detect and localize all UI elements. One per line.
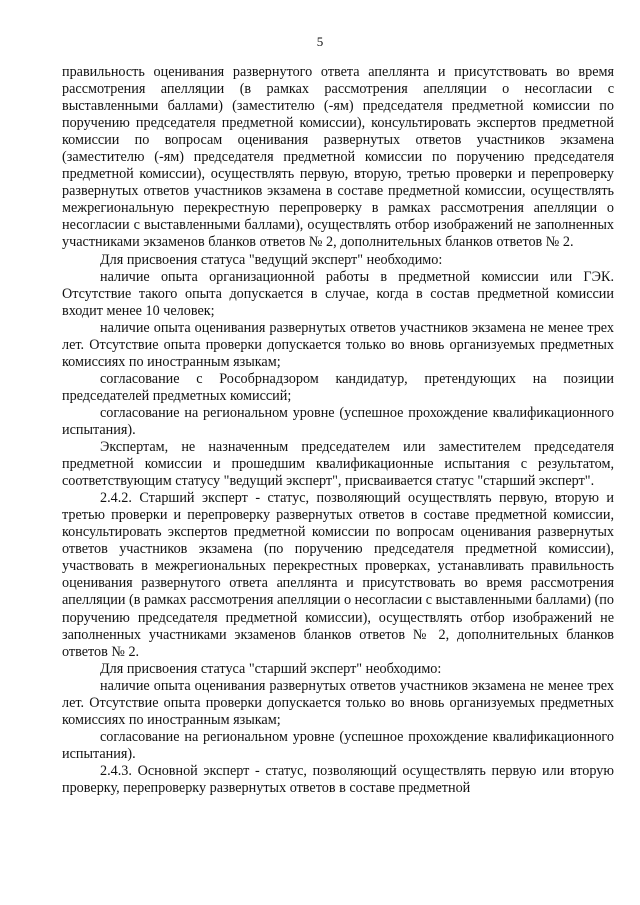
paragraph-senior-regional-approval: согласование на региональном уровне (успешное прохождение квалификационного испытания). bbox=[62, 728, 614, 762]
paragraph-senior-expert-requirements-heading: Для присвоения статуса "старший эксперт" необходимо: bbox=[100, 660, 442, 677]
document-body bbox=[62, 64, 614, 797]
paragraph-rosobrnadzor-approval: согласование с Рособрнадзором кандидатур, претендующих на позиции председателей предметных комиссий; bbox=[62, 370, 614, 404]
paragraph-section-2-4-3: 2.4.3. Основной эксперт - статус, позволяющий осуществлять первую или вторую проверку, перепроверку развернутых ответов в составе предметной bbox=[62, 762, 614, 796]
paragraph-continuation: правильность оценивания развернутого ответа апеллянта и присутствовать во время рассмотрения апелляции (в рамках рассмотрения апелляции о несогласии с выставленными баллами) (заместителю (-ям) председателя предметной комиссии по поручению председателя предметной комиссии), консультировать экспертов предметной комиссии по вопросам оценивания развернутых ответов участников экзамена (заместителю (-ям) председателя предметной комиссии по поручению председателя предметной комиссии), осуществлять первую, вторую, третью проверки и перепроверку развернутых ответов участников экзамена в составе предметной комиссии, осуществлять межрегиональную перекрестную перепроверку в рамках рассмотрения апелляции о несогласии с выставленными баллами), осуществлять отбор изображений не заполненных участниками экзаменов бланков ответов № 2, дополнительных бланков ответов № 2. bbox=[62, 64, 614, 251]
paragraph-organizational-experience: наличие опыта организационной работы в предметной комиссии или ГЭК. Отсутствие такого опыта допускается в случае, когда в состав предметной комиссии входит менее 10 человек; bbox=[62, 268, 614, 319]
page-number: 5 bbox=[316, 34, 324, 49]
paragraph-regional-approval: согласование на региональном уровне (успешное прохождение квалификационного испытания). bbox=[62, 404, 614, 438]
paragraph-lead-expert-requirements-heading: Для присвоения статуса "ведущий эксперт" необходимо: bbox=[100, 251, 443, 268]
paragraph-senior-evaluation-experience: наличие опыта оценивания развернутых ответов участников экзамена не менее трех лет. Отсутствие опыта проверки допускается только во вновь организуемых предметных комиссиях по иностранным языкам; bbox=[62, 677, 614, 728]
paragraph-evaluation-experience: наличие опыта оценивания развернутых ответов участников экзамена не менее трех лет. Отсутствие опыта проверки допускается только во вновь организуемых предметных комиссиях по иностранным языкам; bbox=[62, 319, 614, 370]
paragraph-section-2-4-2: 2.4.2. Старший эксперт - статус, позволяющий осуществлять первую, вторую и третью проверки и перепроверку развернутых ответов в составе предметной комиссии, консультировать экспертов предметной комиссии по вопросам оценивания развернутых ответов участников экзамена (по поручению председателя предметной комиссии), участвовать в межрегиональных перекрестных проверках, устанавливать правильность оценивания развернутого ответа апеллянта и присутствовать во время рассмотрения апелляции (в рамках рассмотрения апелляции о несогласии с выставленными баллами) (по поручению председателя предметной комиссии), осуществлять отбор изображений не заполненных участниками экзаменов бланков ответов № 2, дополнительных бланков ответов № 2. bbox=[62, 490, 614, 660]
paragraph-senior-expert-assignment: Экспертам, не назначенным председателем или заместителем председателя предметной комиссии и прошедшим квалификационные испытания с результатом, соответствующим статусу "ведущий эксперт", присваивается статус "старший эксперт". bbox=[62, 439, 614, 490]
